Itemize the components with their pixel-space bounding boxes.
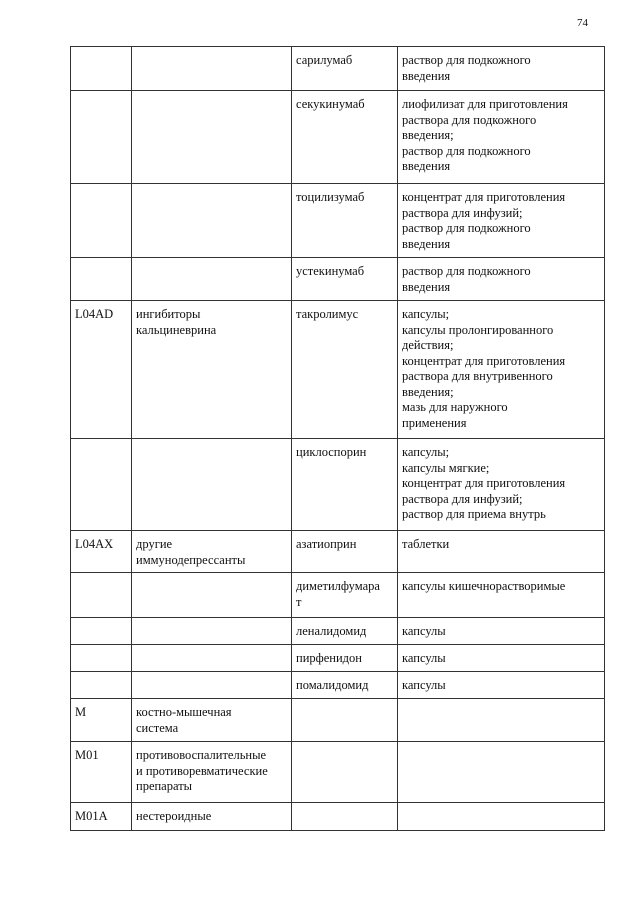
atc-code-cell: L04AD [71, 301, 132, 439]
group-cell [132, 618, 292, 645]
table-row [71, 258, 605, 301]
atc-code-cell [71, 618, 132, 645]
page-number: 74 [577, 17, 588, 29]
dosage-form-cell: капсулы кишечнорастворимые [398, 573, 605, 618]
table-row [71, 47, 605, 91]
group-cell [132, 672, 292, 699]
drug-name-cell [292, 699, 398, 742]
table-row [71, 672, 605, 699]
group-cell [132, 439, 292, 531]
drug-name-cell [292, 803, 398, 831]
group-cell: другие иммунодепрессанты [132, 531, 292, 573]
group-cell [132, 645, 292, 672]
dosage-form-cell: капсулы [398, 645, 605, 672]
group-cell [132, 91, 292, 184]
table-row [71, 91, 605, 184]
drug-name-cell: леналидомид [292, 618, 398, 645]
group-cell [132, 184, 292, 258]
drug-name-cell [292, 742, 398, 803]
drug-name-cell: сарилумаб [292, 47, 398, 91]
dosage-form-cell [398, 742, 605, 803]
table-row [71, 699, 605, 742]
group-cell: ингибиторы кальциневрина [132, 301, 292, 439]
group-cell: костно-мышечная система [132, 699, 292, 742]
table-row [71, 439, 605, 531]
dosage-form-cell: капсулы; капсулы мягкие; концентрат для приготовления раствора для инфузий; раствор для приема внутрь [398, 439, 605, 531]
atc-code-cell: M01 [71, 742, 132, 803]
drug-name-cell: диметилфумара т [292, 573, 398, 618]
dosage-form-cell [398, 699, 605, 742]
dosage-form-cell: капсулы; капсулы пролонгированного действия; концентрат для приготовления раствора для внутривенного введения; мазь для наружного применения [398, 301, 605, 439]
dosage-form-cell: капсулы [398, 618, 605, 645]
dosage-form-cell [398, 803, 605, 831]
table-row [71, 742, 605, 803]
atc-code-cell [71, 645, 132, 672]
drug-name-cell: азатиоприн [292, 531, 398, 573]
drug-table-body [71, 47, 605, 831]
atc-code-cell [71, 439, 132, 531]
atc-code-cell: M01A [71, 803, 132, 831]
drug-name-cell: устекинумаб [292, 258, 398, 301]
dosage-form-cell: капсулы [398, 672, 605, 699]
atc-code-cell [71, 258, 132, 301]
table-row [71, 531, 605, 573]
group-cell [132, 573, 292, 618]
group-cell: противовоспалительные и противоревматические препараты [132, 742, 292, 803]
drug-name-cell: пирфенидон [292, 645, 398, 672]
drug-name-cell: тоцилизумаб [292, 184, 398, 258]
atc-code-cell [71, 47, 132, 91]
atc-code-cell [71, 573, 132, 618]
drug-name-cell: циклоспорин [292, 439, 398, 531]
dosage-form-cell: концентрат для приготовления раствора для инфузий; раствор для подкожного введения [398, 184, 605, 258]
table-row [71, 184, 605, 258]
atc-code-cell [71, 91, 132, 184]
atc-code-cell: M [71, 699, 132, 742]
drug-name-cell: помалидомид [292, 672, 398, 699]
dosage-form-cell: раствор для подкожного введения [398, 47, 605, 91]
table-row [71, 573, 605, 618]
group-cell [132, 47, 292, 91]
drug-name-cell: секукинумаб [292, 91, 398, 184]
drug-name-cell: такролимус [292, 301, 398, 439]
group-cell [132, 258, 292, 301]
dosage-form-cell: раствор для подкожного введения [398, 258, 605, 301]
dosage-form-cell: таблетки [398, 531, 605, 573]
atc-code-cell [71, 672, 132, 699]
table-row [71, 803, 605, 831]
table-row [71, 645, 605, 672]
table-row [71, 618, 605, 645]
group-cell: нестероидные [132, 803, 292, 831]
atc-code-cell: L04AX [71, 531, 132, 573]
dosage-form-cell: лиофилизат для приготовления раствора для подкожного введения; раствор для подкожного введения [398, 91, 605, 184]
table-row [71, 301, 605, 439]
atc-code-cell [71, 184, 132, 258]
drug-table [70, 46, 605, 831]
